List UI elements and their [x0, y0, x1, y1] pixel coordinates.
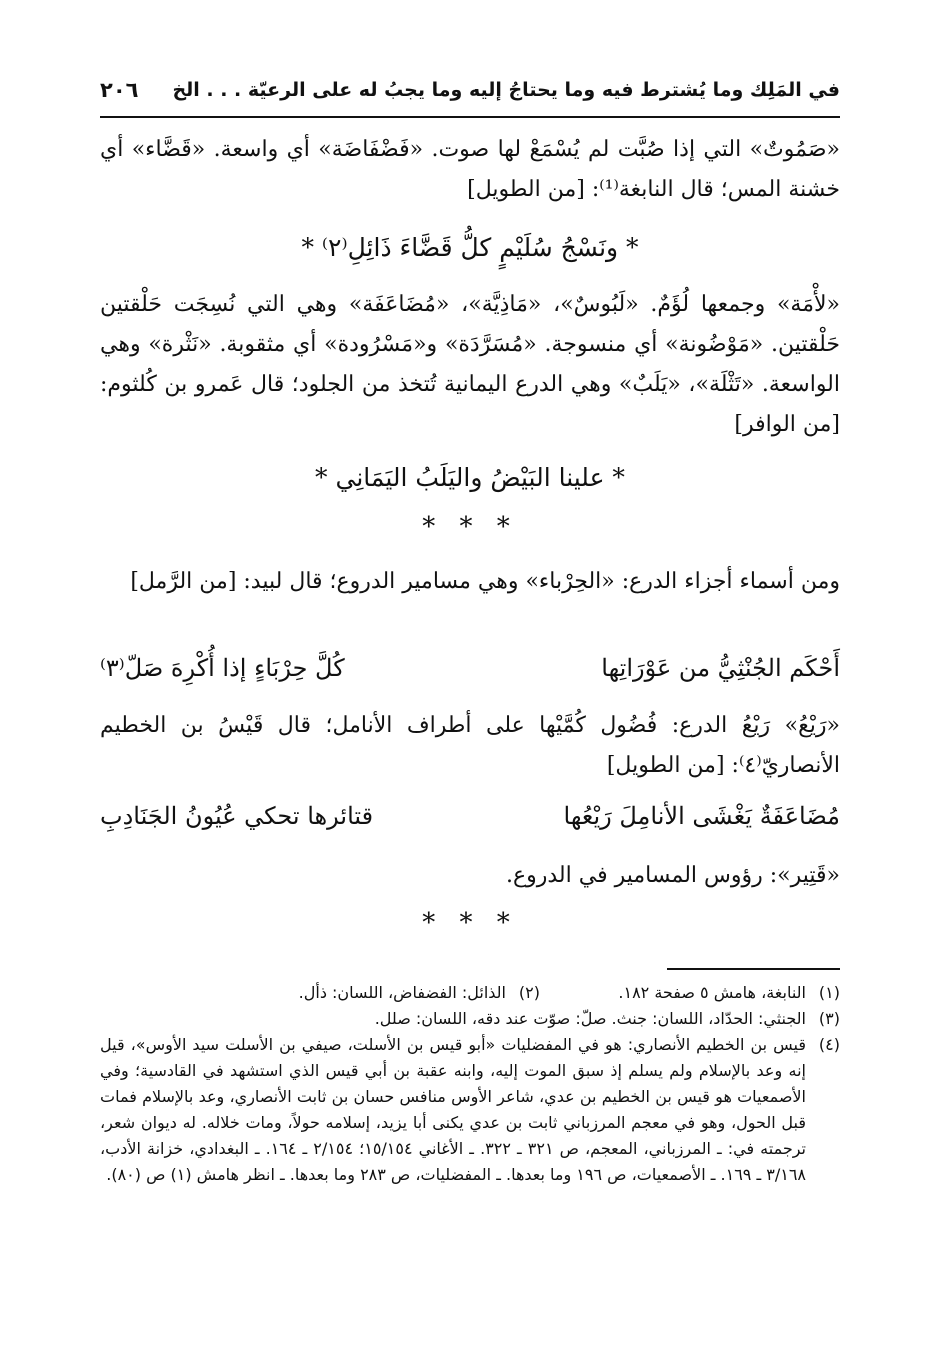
section-divider-2: * * * — [422, 908, 518, 938]
footnotes — [100, 980, 840, 1188]
footnote-4 — [100, 1032, 840, 1188]
footnote-3-text: الجنثي: الحدّاد، اللسان: جنث. صلّ: صوّت عند دقه، اللسان: صلل. — [374, 1009, 806, 1028]
footnote-2 — [100, 980, 540, 1006]
page-number: ٢٠٦ — [100, 78, 139, 102]
footnote-2-number: (٢) — [518, 983, 540, 1002]
verse-4 — [100, 796, 840, 836]
header-rule — [100, 116, 840, 118]
footnote-1-number: (١) — [818, 983, 840, 1002]
running-title: في المَلِك وما يُشترط فيه وما يحتاجُ إليه وما يجبُ له على الرعيّة . . . الخ — [172, 79, 840, 101]
verse-3-first-hemistich: أَحْكَم الجُنْثِيُّ من عَوْرَاتِها — [601, 654, 840, 682]
footnote-3 — [100, 1006, 840, 1032]
footnote-3-number: (٣) — [818, 1009, 840, 1028]
paragraph-5: «قَتِير»: رؤوس المسامير في الدروع. — [506, 863, 840, 888]
section-divider-1: * * * — [422, 512, 518, 542]
verse-2: * علينا البَيْضُ واليَلَبُ اليَمَانِي * — [315, 463, 625, 492]
paragraph-3: ومن أسماء أجزاء الدرع: «الحِرْباء» وهي مسامير الدروع؛ قال لبيد: [من الرَّمل] — [130, 569, 840, 594]
footnote-rule — [667, 968, 840, 970]
footnote-4-number: (٤) — [818, 1035, 840, 1054]
verse-4-second-hemistich: قتائرها تحكي عُيُونُ الجَنَادِبِ — [100, 802, 374, 830]
page-header — [100, 72, 840, 108]
paragraph-4: «رَيْعُ» رَيْعُ الدرع: فُضُول كُمَّيْها على أطراف الأنامل؛ قال قَيْسُ بن الخطيم الأنصاريّ⁽٤⁾: [من الطويل] — [100, 713, 840, 778]
footnote-1-text: النابغة، هامش ٥ صفحة ١٨٢. — [618, 983, 806, 1002]
verse-3-second-hemistich: كُلَّ حِرْبَاءٍ إذا أُكْرِهَ صَلّ⁽٣⁾ — [100, 654, 345, 682]
footnote-2-text: الذائل: الفضفاض، اللسان: ذأل. — [298, 983, 506, 1002]
footnote-1 — [540, 980, 840, 1006]
verse-1: * ونَسْجُ سُلَيْمٍ كلُّ قَضَّاءَ ذَائِلِ⁽٢⁾ * — [301, 233, 639, 262]
verse-4-first-hemistich: مُضَاعَفَةٌ يَغْشَى الأنامِلَ رَيْعُها — [563, 802, 840, 830]
footnote-row-1 — [100, 980, 840, 1006]
footnote-4-text: قيس بن الخطيم الأنصاري: هو في المفضليات «أبو قيس بن الأسلت، صيفي بن الأسلت سيد الأوس»، قيل إنه وعد بالإسلام ولم يسلم إذ سبق الموت إليه، وابنه عقبة بن أبي قيس الذي استشهد في القادسية؛ وفي الأصمعيات هو قيس بن الخطيم بن عدي، شاعر الأوس منافس حسان بن ثابت الأنصاري، وعد بالإسلام فمات قبل الحول، وهو في معجم المرزباني ثابت بن عدي يكنى أبا يزيد، إسلامه حولاً، ومات خلاله. له ديوان شعر، ترجمته في: ـ المرزباني، المعجم، ص ٣٢١ ـ ٣٢٢. ـ الأغاني ١٥/١٥٤؛ ٢/١٥٤ ـ ١٦٤. ـ البغدادي، خزانة الأدب، ٣/١٦٨ ـ ١٦٩. ـ الأصمعيات، ص ١٩٦ وما بعدها. ـ المفضليات، ص ٢٨٣ وما بعدها. ـ انظر هامش (١) ص (٨٠). — [100, 1035, 807, 1184]
paragraph-2: «لأْمَة» وجمعها لُؤَمٌ. «لَبُوسٌ»، «مَاذِيَّة»، «مُضَاعَفَة» وهي التي نُسِجَت حَلْقتين حَلْقتين. «مَوْضُونة» أي منسوجة. «مُسَرَّدَة» و«مَسْرُودة» أي مثقوبة. «نَثْرة» وهي الواسعة. «تَثْلَة»، «يَلَبٌ» وهي الدرع اليمانية تُتخذ من الجلود؛ قال عَمرو بن كُلثوم: [من الوافر] — [100, 292, 840, 437]
verse-3 — [100, 648, 840, 688]
paragraph-1: «صَمُوتٌ» التي إذا صُبَّت لم يُسْمَعْ لها صوت. «فَضْفَاضَة» أي واسعة. «قَضَّاء» أي خشنة المس؛ قال النابغة⁽¹⁾: [من الطويل] — [100, 137, 840, 202]
